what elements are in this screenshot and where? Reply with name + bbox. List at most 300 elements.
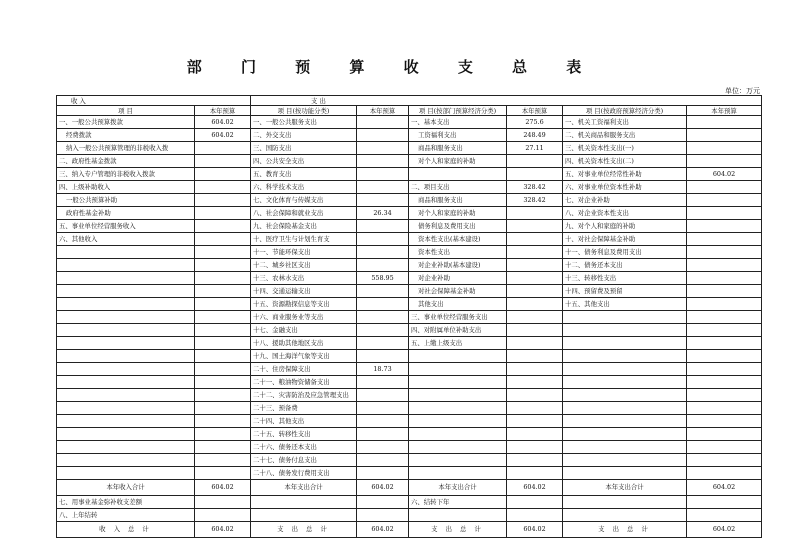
gov-econ-item-cell [563, 415, 687, 428]
dept-econ-item-cell: 对企业补助 [409, 272, 507, 285]
func-item-cell: 三、国防支出 [251, 142, 357, 155]
dept-econ-item-cell: 一、基本支出 [409, 116, 507, 129]
gov-econ-item-cell [563, 389, 687, 402]
gov-total-value: 604.02 [687, 522, 762, 538]
dept-econ-item-cell [409, 389, 507, 402]
income-budget-cell [195, 194, 251, 207]
income-budget-cell [195, 441, 251, 454]
func-item-cell: 十七、金融支出 [251, 324, 357, 337]
gov-econ-item-cell [563, 496, 687, 509]
income-item-cell [57, 337, 195, 350]
dept-econ-budget-cell: 27.11 [507, 142, 563, 155]
func-budget-cell [357, 220, 409, 233]
gov-econ-item-cell: 五、对事业单位经常性补助 [563, 168, 687, 181]
table-row [57, 142, 762, 155]
income-budget-cell [195, 155, 251, 168]
gov-econ-item-cell: 六、对事业单位资本性补助 [563, 181, 687, 194]
income-budget-cell [195, 467, 251, 480]
table-row [57, 441, 762, 454]
func-budget-cell [357, 376, 409, 389]
dept-summary-label: 本年支出合计 [409, 480, 507, 496]
func-budget-cell [357, 129, 409, 142]
income-item-cell [57, 272, 195, 285]
dept-econ-item-cell: 商品和服务支出 [409, 142, 507, 155]
income-budget-cell [195, 376, 251, 389]
func-item-cell: 二十六、债务还本支出 [251, 441, 357, 454]
func-budget-cell [357, 428, 409, 441]
table-row [57, 496, 762, 509]
func-item-cell: 十九、国土海洋气象等支出 [251, 350, 357, 363]
func-budget-cell [357, 402, 409, 415]
func-budget-header: 本年预算 [357, 106, 409, 116]
func-budget-cell: 18.73 [357, 363, 409, 376]
func-budget-cell [357, 233, 409, 246]
dept-econ-item-cell: 对个人和家庭的补助 [409, 207, 507, 220]
income-item-cell [57, 454, 195, 467]
income-item-cell: 七、用事业基金弥补收支差额 [57, 496, 195, 509]
income-budget-cell [195, 363, 251, 376]
gov-econ-budget-cell [687, 272, 762, 285]
gov-econ-budget-cell [687, 181, 762, 194]
func-item-cell: 十四、交通运输支出 [251, 285, 357, 298]
income-budget-cell [195, 285, 251, 298]
income-budget-cell [195, 220, 251, 233]
gov-econ-budget-cell [687, 415, 762, 428]
gov-econ-budget-cell: 604.02 [687, 168, 762, 181]
dept-econ-item-cell [409, 350, 507, 363]
income-item-cell [57, 415, 195, 428]
dept-econ-item-cell [409, 415, 507, 428]
gov-econ-budget-cell [687, 509, 762, 522]
income-item-cell [57, 259, 195, 272]
table-row [57, 181, 762, 194]
table-row [57, 272, 762, 285]
func-budget-cell [357, 246, 409, 259]
income-item-cell: 六、其他收入 [57, 233, 195, 246]
func-budget-cell [357, 311, 409, 324]
table-row [57, 298, 762, 311]
income-budget-cell [195, 259, 251, 272]
table-row [57, 363, 762, 376]
income-item-cell: 一、一般公共预算拨款 [57, 116, 195, 129]
dept-econ-budget-cell [507, 220, 563, 233]
dept-econ-budget-header: 本年预算 [507, 106, 563, 116]
func-budget-cell: 558.95 [357, 272, 409, 285]
dept-total-label: 支 出 总 计 [409, 522, 507, 538]
func-item-cell: 五、教育支出 [251, 168, 357, 181]
income-budget-header: 本年预算 [195, 106, 251, 116]
gov-econ-item-cell: 十二、债务还本支出 [563, 259, 687, 272]
func-item-cell: 二、外交支出 [251, 129, 357, 142]
func-summary-label: 本年支出合计 [251, 480, 357, 496]
dept-econ-budget-cell [507, 415, 563, 428]
income-budget-cell [195, 246, 251, 259]
func-item-cell: 二十一、粮油物资储备支出 [251, 376, 357, 389]
income-budget-cell [195, 337, 251, 350]
income-budget-cell [195, 298, 251, 311]
income-item-cell: 政府性基金补助 [57, 207, 195, 220]
gov-econ-item-cell: 八、对企业资本性支出 [563, 207, 687, 220]
gov-econ-budget-cell [687, 389, 762, 402]
gov-econ-item-header: 项 目(按政府预算经济分类) [563, 106, 687, 116]
dept-econ-item-cell [409, 376, 507, 389]
income-budget-cell [195, 496, 251, 509]
income-item-cell: 四、上级补助收入 [57, 181, 195, 194]
gov-econ-budget-cell [687, 324, 762, 337]
func-item-cell: 九、社会保险基金支出 [251, 220, 357, 233]
income-budget-cell [195, 168, 251, 181]
func-budget-cell [357, 415, 409, 428]
income-item-cell [57, 311, 195, 324]
func-item-cell: 一、一般公共服务支出 [251, 116, 357, 129]
table-row [57, 285, 762, 298]
table-row [57, 220, 762, 233]
table-row [57, 207, 762, 220]
gov-econ-budget-cell [687, 259, 762, 272]
dept-econ-budget-cell [507, 272, 563, 285]
gov-econ-item-cell [563, 337, 687, 350]
income-item-cell: 三、纳入专户管理的非税收入拨款 [57, 168, 195, 181]
dept-econ-budget-cell [507, 337, 563, 350]
gov-econ-item-cell [563, 376, 687, 389]
dept-econ-item-cell [409, 509, 507, 522]
table-row [57, 324, 762, 337]
func-budget-cell [357, 116, 409, 129]
gov-summary-value: 604.02 [687, 480, 762, 496]
gov-summary-label: 本年支出合计 [563, 480, 687, 496]
gov-econ-item-cell [563, 311, 687, 324]
income-budget-cell: 604.02 [195, 116, 251, 129]
income-item-cell [57, 246, 195, 259]
gov-econ-budget-cell [687, 194, 762, 207]
func-budget-cell [357, 285, 409, 298]
income-budget-cell [195, 389, 251, 402]
func-item-header: 项 目(按功能分类) [251, 106, 357, 116]
func-item-cell: 二十三、预备费 [251, 402, 357, 415]
func-budget-cell [357, 350, 409, 363]
income-item-cell [57, 363, 195, 376]
func-budget-cell [357, 155, 409, 168]
gov-econ-budget-cell [687, 155, 762, 168]
gov-econ-item-cell [563, 467, 687, 480]
income-budget-cell [195, 142, 251, 155]
dept-econ-budget-cell [507, 496, 563, 509]
gov-econ-item-cell: 二、机关商品和服务支出 [563, 129, 687, 142]
table-row [57, 246, 762, 259]
gov-econ-budget-cell [687, 220, 762, 233]
gov-econ-budget-cell [687, 285, 762, 298]
gov-econ-budget-cell [687, 428, 762, 441]
income-budget-cell [195, 509, 251, 522]
income-budget-cell [195, 415, 251, 428]
gov-econ-item-cell [563, 350, 687, 363]
dept-econ-item-cell: 债务利息及费用支出 [409, 220, 507, 233]
dept-econ-budget-cell [507, 509, 563, 522]
gov-econ-item-cell [563, 324, 687, 337]
dept-econ-budget-cell [507, 155, 563, 168]
gov-econ-budget-cell [687, 363, 762, 376]
dept-econ-budget-cell [507, 428, 563, 441]
gov-econ-item-cell: 三、机关资本性支出(一) [563, 142, 687, 155]
table-row [57, 467, 762, 480]
gov-total-label: 支 出 总 计 [563, 522, 687, 538]
income-item-cell: 纳入一般公共预算管理的非税收入拨 [57, 142, 195, 155]
func-item-cell: 十五、资源勘探信息等支出 [251, 298, 357, 311]
gov-econ-item-cell: 四、机关资本性支出(二) [563, 155, 687, 168]
dept-econ-budget-cell [507, 285, 563, 298]
unit-label: 单位：万元 [725, 87, 760, 95]
gov-econ-item-cell [563, 428, 687, 441]
income-budget-cell [195, 233, 251, 246]
dept-econ-item-cell: 对社会保障基金补助 [409, 285, 507, 298]
dept-econ-item-cell [409, 402, 507, 415]
dept-econ-budget-cell [507, 233, 563, 246]
income-total-value: 604.02 [195, 522, 251, 538]
gov-econ-budget-cell [687, 311, 762, 324]
gov-econ-budget-cell [687, 454, 762, 467]
dept-econ-budget-cell [507, 467, 563, 480]
page-title: 部 门 预 算 收 支 总 表 [186, 58, 599, 76]
gov-econ-budget-cell [687, 129, 762, 142]
dept-econ-item-cell: 资本性支出(基本建设) [409, 233, 507, 246]
table-row [57, 311, 762, 324]
gov-econ-item-cell: 七、对企业补助 [563, 194, 687, 207]
income-summary-value: 604.02 [195, 480, 251, 496]
func-item-cell: 二十八、债务发行费用支出 [251, 467, 357, 480]
dept-econ-item-cell: 对企业补助(基本建设) [409, 259, 507, 272]
income-budget-cell [195, 454, 251, 467]
func-item-cell: 七、文化体育与传媒支出 [251, 194, 357, 207]
table-row [57, 116, 762, 129]
income-summary-label: 本年收入合计 [57, 480, 195, 496]
gov-econ-budget-cell [687, 337, 762, 350]
dept-econ-budget-cell [507, 259, 563, 272]
dept-econ-item-cell [409, 467, 507, 480]
table-row [57, 337, 762, 350]
dept-econ-item-cell: 五、上缴上级支出 [409, 337, 507, 350]
income-budget-cell [195, 311, 251, 324]
gov-econ-item-cell: 十四、预留费及预留 [563, 285, 687, 298]
dept-econ-item-cell: 商品和服务支出 [409, 194, 507, 207]
func-budget-cell [357, 509, 409, 522]
gov-econ-item-cell: 十五、其他支出 [563, 298, 687, 311]
func-item-cell [251, 496, 357, 509]
gov-econ-budget-cell [687, 402, 762, 415]
dept-econ-item-cell: 六、结转下年 [409, 496, 507, 509]
func-item-cell: 十八、援助其他地区支出 [251, 337, 357, 350]
gov-econ-budget-cell [687, 298, 762, 311]
func-item-cell: 二十五、转移性支出 [251, 428, 357, 441]
income-item-cell [57, 389, 195, 402]
gov-econ-budget-cell [687, 142, 762, 155]
func-budget-cell [357, 454, 409, 467]
income-budget-cell [195, 402, 251, 415]
gov-econ-item-cell [563, 509, 687, 522]
func-total-label: 支 出 总 计 [251, 522, 357, 538]
func-item-cell: 二十四、其他支出 [251, 415, 357, 428]
income-item-cell [57, 441, 195, 454]
gov-econ-budget-cell [687, 376, 762, 389]
gov-econ-item-cell [563, 441, 687, 454]
gov-econ-item-cell: 九、对个人和家庭的补助 [563, 220, 687, 233]
dept-total-value: 604.02 [507, 522, 563, 538]
income-item-cell [57, 402, 195, 415]
table-row [57, 129, 762, 142]
income-item-cell [57, 376, 195, 389]
income-header: 收 入 [57, 96, 251, 106]
income-item-cell [57, 428, 195, 441]
func-item-cell: 十二、城乡社区支出 [251, 259, 357, 272]
gov-econ-budget-cell [687, 116, 762, 129]
income-item-cell [57, 298, 195, 311]
dept-econ-budget-cell: 328.42 [507, 194, 563, 207]
dept-econ-item-cell: 对个人和家庭的补助 [409, 155, 507, 168]
gov-econ-budget-cell [687, 207, 762, 220]
income-item-cell: 八、上年结转 [57, 509, 195, 522]
func-item-cell: 十六、商业服务业等支出 [251, 311, 357, 324]
dept-econ-budget-cell [507, 207, 563, 220]
grand-total-row [57, 522, 762, 538]
header-row-top [57, 96, 762, 106]
income-budget-cell [195, 428, 251, 441]
func-item-cell [251, 509, 357, 522]
dept-econ-item-cell: 四、对附属单位补助支出 [409, 324, 507, 337]
table-row [57, 428, 762, 441]
dept-econ-budget-cell [507, 311, 563, 324]
gov-econ-budget-cell [687, 467, 762, 480]
income-budget-cell [195, 181, 251, 194]
dept-econ-item-cell [409, 454, 507, 467]
dept-econ-budget-cell: 275.6 [507, 116, 563, 129]
dept-summary-value: 604.02 [507, 480, 563, 496]
gov-econ-item-cell: 一、机关工资福利支出 [563, 116, 687, 129]
dept-econ-item-cell: 三、事业单位经营服务支出 [409, 311, 507, 324]
dept-econ-budget-cell [507, 402, 563, 415]
income-item-cell: 经费拨款 [57, 129, 195, 142]
table-row [57, 376, 762, 389]
income-budget-cell: 604.02 [195, 129, 251, 142]
dept-econ-item-cell: 工资福利支出 [409, 129, 507, 142]
dept-econ-budget-cell [507, 363, 563, 376]
expenditure-header: 支 出 [251, 96, 762, 106]
func-item-cell: 二十、住房保障支出 [251, 363, 357, 376]
dept-econ-budget-cell [507, 441, 563, 454]
dept-econ-item-cell [409, 441, 507, 454]
table-row [57, 194, 762, 207]
table-row [57, 350, 762, 363]
func-budget-cell [357, 467, 409, 480]
func-item-cell: 十三、农林水支出 [251, 272, 357, 285]
table-row [57, 233, 762, 246]
dept-econ-budget-cell: 248.49 [507, 129, 563, 142]
dept-econ-budget-cell [507, 246, 563, 259]
table-row [57, 454, 762, 467]
table-row [57, 259, 762, 272]
summary-row [57, 480, 762, 496]
func-item-cell: 十一、节能环保支出 [251, 246, 357, 259]
gov-econ-item-cell [563, 402, 687, 415]
dept-econ-budget-cell [507, 389, 563, 402]
table-row [57, 389, 762, 402]
func-budget-cell [357, 496, 409, 509]
dept-econ-item-cell [409, 428, 507, 441]
dept-econ-budget-cell [507, 376, 563, 389]
func-item-cell: 二十二、灾害防治及应急管理支出 [251, 389, 357, 402]
table-row [57, 402, 762, 415]
dept-econ-item-header: 项 目(按部门预算经济分类) [409, 106, 507, 116]
func-budget-cell [357, 168, 409, 181]
dept-econ-item-cell: 二、项目支出 [409, 181, 507, 194]
func-item-cell: 四、公共安全支出 [251, 155, 357, 168]
income-item-cell: 二、政府性基金拨款 [57, 155, 195, 168]
func-budget-cell [357, 324, 409, 337]
func-budget-cell [357, 181, 409, 194]
dept-econ-budget-cell [507, 350, 563, 363]
func-item-cell: 二十七、债务付息支出 [251, 454, 357, 467]
gov-econ-item-cell [563, 363, 687, 376]
func-budget-cell [357, 194, 409, 207]
gov-econ-budget-header: 本年预算 [687, 106, 762, 116]
gov-econ-budget-cell [687, 246, 762, 259]
table-row [57, 415, 762, 428]
dept-econ-budget-cell [507, 324, 563, 337]
gov-econ-item-cell: 十三、转移性支出 [563, 272, 687, 285]
func-budget-cell [357, 259, 409, 272]
func-summary-value: 604.02 [357, 480, 409, 496]
gov-econ-budget-cell [687, 233, 762, 246]
dept-econ-item-cell: 其他支出 [409, 298, 507, 311]
income-budget-cell [195, 324, 251, 337]
income-budget-cell [195, 207, 251, 220]
income-item-cell: 一般公共预算补助 [57, 194, 195, 207]
func-budget-cell [357, 441, 409, 454]
func-item-cell: 六、科学技术支出 [251, 181, 357, 194]
income-item-cell [57, 467, 195, 480]
table-row [57, 155, 762, 168]
income-item-cell [57, 350, 195, 363]
dept-econ-item-cell [409, 363, 507, 376]
func-total-value: 604.02 [357, 522, 409, 538]
income-item-cell: 五、事业单位经营服务收入 [57, 220, 195, 233]
income-budget-cell [195, 272, 251, 285]
income-item-header: 项 目 [57, 106, 195, 116]
gov-econ-budget-cell [687, 441, 762, 454]
income-item-cell [57, 324, 195, 337]
dept-econ-budget-cell: 328.42 [507, 181, 563, 194]
func-budget-cell [357, 142, 409, 155]
func-item-cell: 十、医疗卫生与计划生育支 [251, 233, 357, 246]
dept-econ-budget-cell [507, 454, 563, 467]
gov-econ-item-cell [563, 454, 687, 467]
budget-summary-table [56, 95, 762, 538]
func-budget-cell [357, 389, 409, 402]
gov-econ-budget-cell [687, 496, 762, 509]
gov-econ-budget-cell [687, 350, 762, 363]
func-item-cell: 八、社会保障和就业支出 [251, 207, 357, 220]
income-budget-cell [195, 350, 251, 363]
gov-econ-item-cell: 十一、债务利息及费用支出 [563, 246, 687, 259]
dept-econ-budget-cell [507, 168, 563, 181]
income-total-label: 收 入 总 计 [57, 522, 195, 538]
table-row [57, 509, 762, 522]
income-item-cell [57, 285, 195, 298]
dept-econ-budget-cell [507, 298, 563, 311]
dept-econ-item-cell [409, 168, 507, 181]
table-row [57, 168, 762, 181]
dept-econ-item-cell: 资本性支出 [409, 246, 507, 259]
gov-econ-item-cell: 十、对社会保障基金补助 [563, 233, 687, 246]
func-budget-cell: 26.34 [357, 207, 409, 220]
